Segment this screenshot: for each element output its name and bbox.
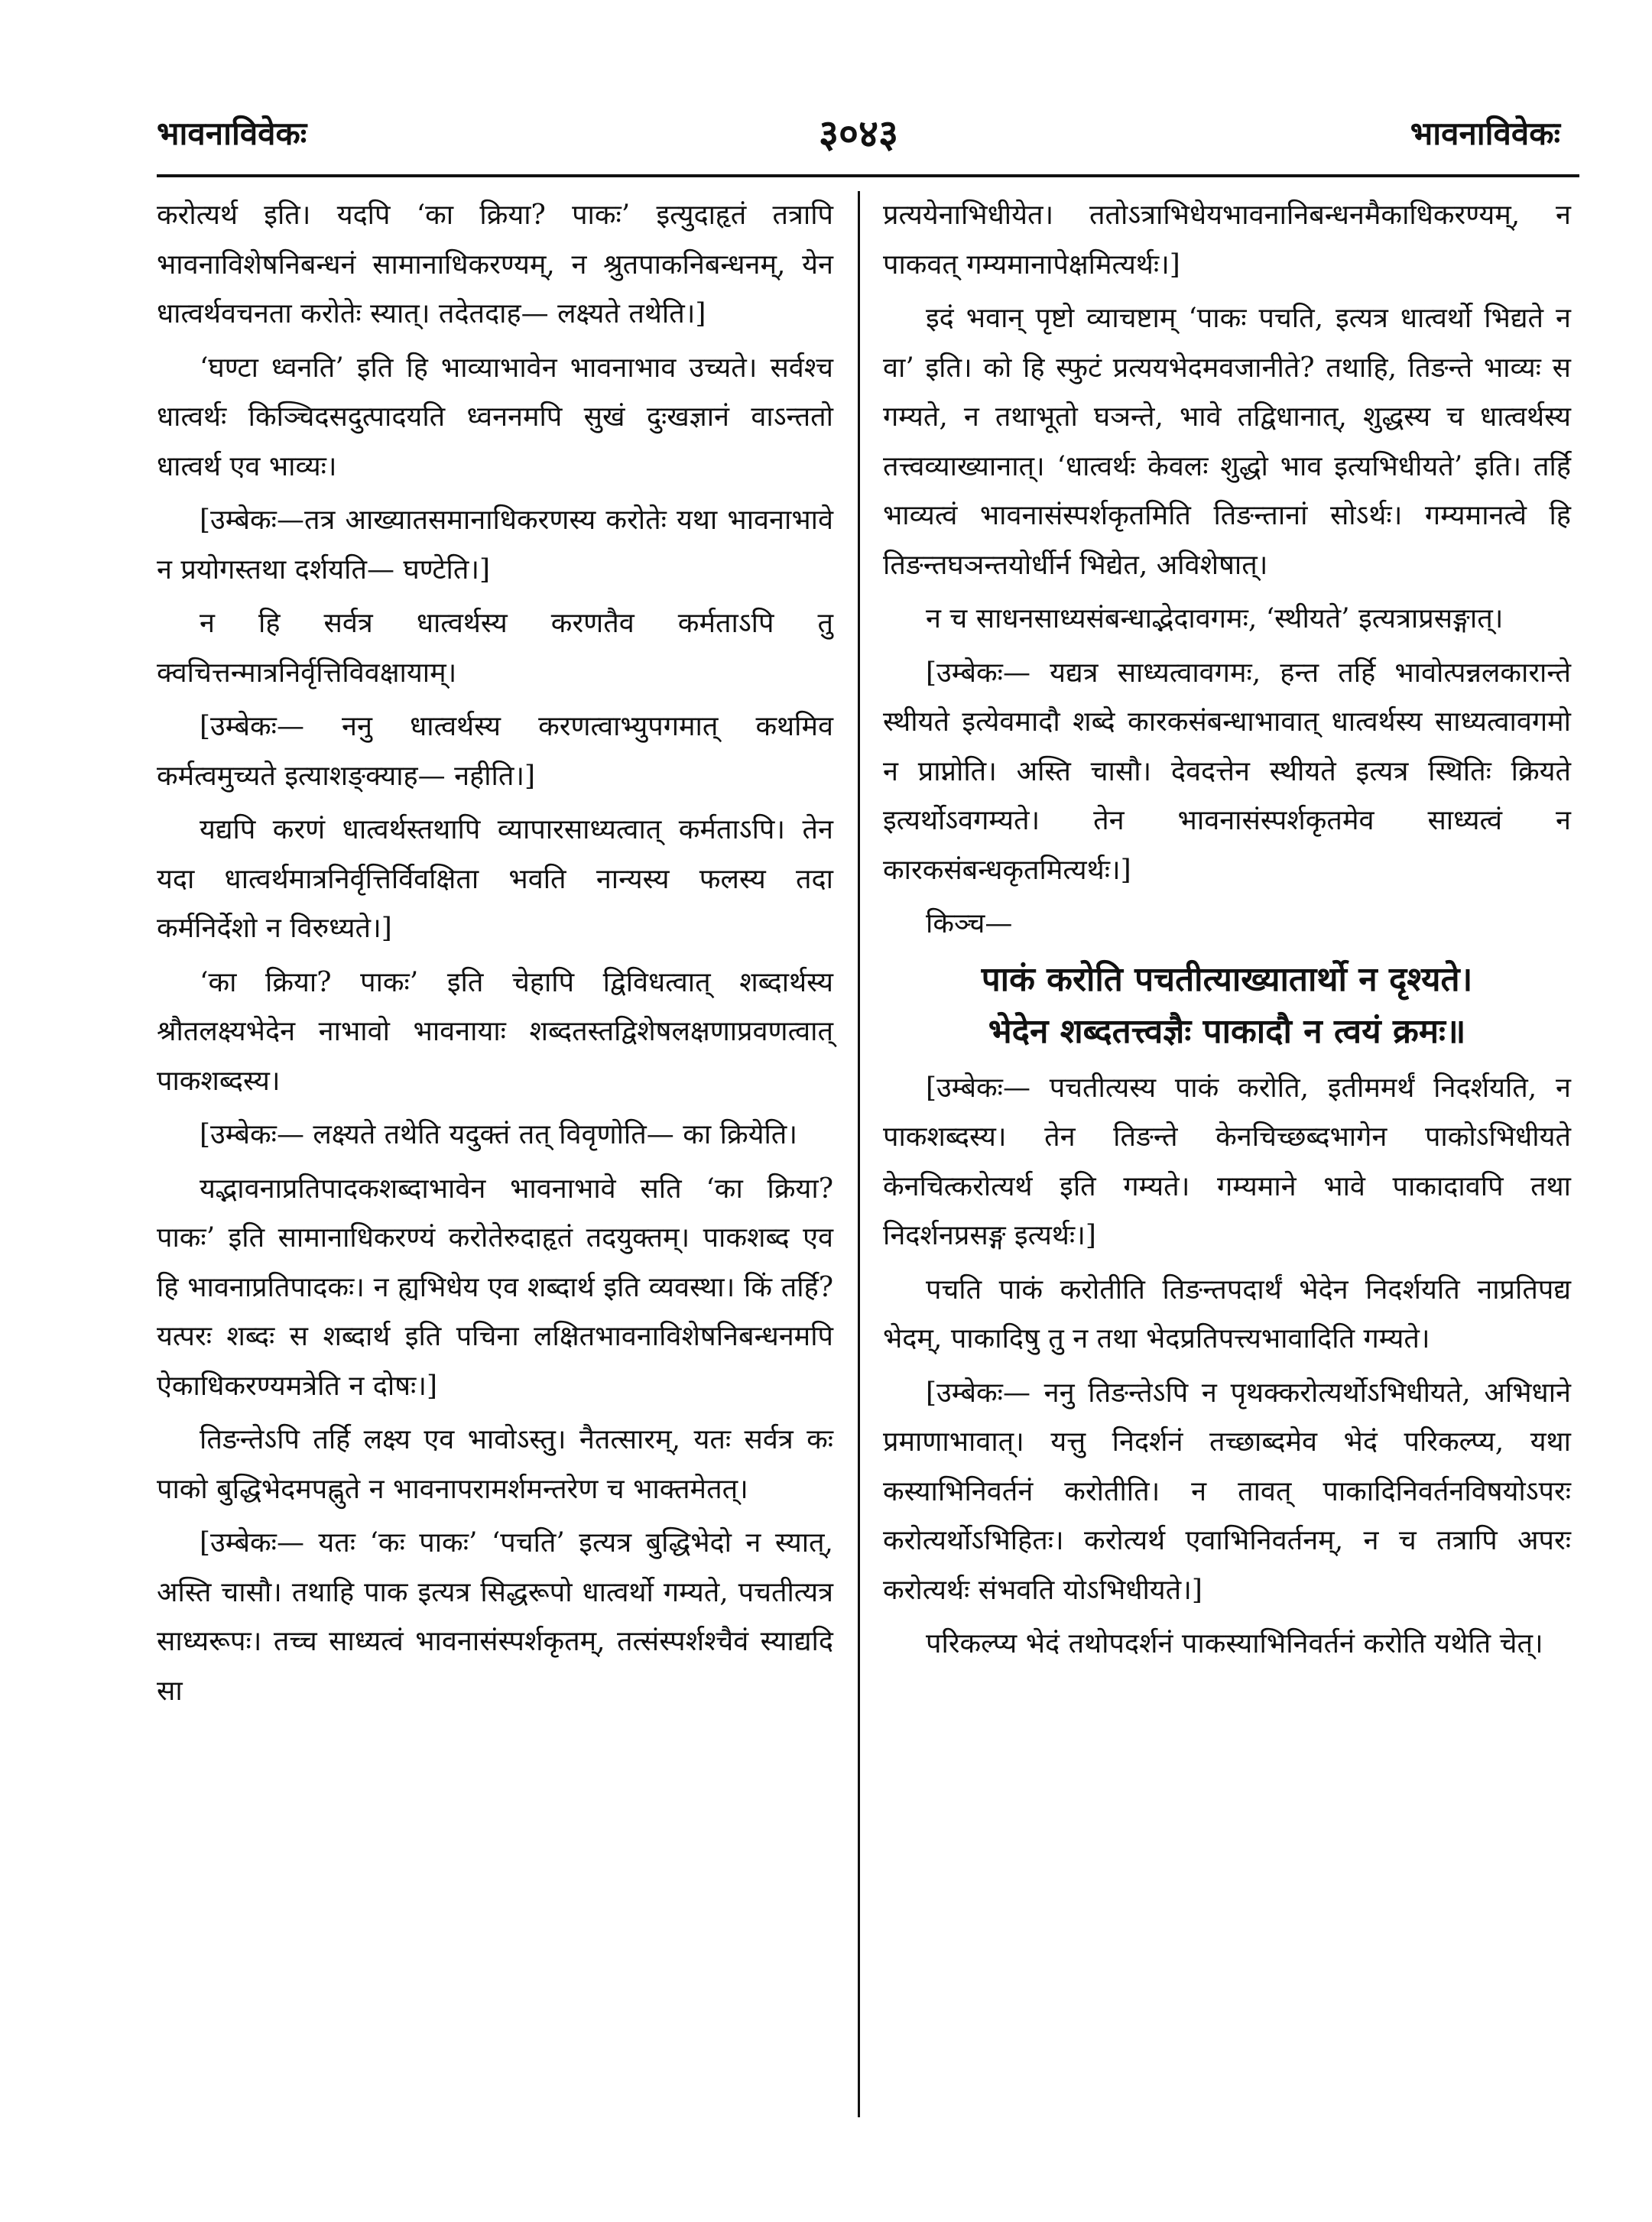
commentary-paragraph: [उम्बेकः— यतः ‘कः पाकः’ ‘पचति’ इत्यत्र बुद्धिभेदो न स्यात्, अस्ति चासौ। तथाहि पाक इत्यत्र सिद्धरूपो धात्वर्थो गम्यते, पचतीत्यत्र साध्यरूपः। तच्च साध्यत्वं भावनासंस्पर्शकृतम्, तत्संस्पर्शश्चैवं स्याद्यदि सा <box>157 1527 833 1707</box>
header-right-title: भावनाविवेकः <box>1410 114 1560 152</box>
paragraph: ‘का क्रिया? पाकः’ इति चेहापि द्विविधत्वात् शब्दार्थस्य श्रौतलक्ष्यभेदेन नाभावो भावनायाः शब्दतस्तद्विशेषलक्षणाप्रवणत्वात् पाकशब्दस्य। <box>157 966 833 1097</box>
paragraph: न च साधनसाध्यसंबन्धाद्भेदावगमः, ‘स्थीयते’ इत्यत्राप्रसङ्गात्। <box>926 603 1504 634</box>
verse-line-1: पाकं करोति पचतीत्याख्यातार्थो न दृश्यते। <box>981 959 1473 999</box>
header-left-title: भावनाविवेकः <box>157 114 307 152</box>
left-column <box>157 191 833 2161</box>
paragraph: करोत्यर्थ इति। यदपि ‘का क्रिया? पाकः’ इत्युदाहृतं तत्रापि भावनाविशेषनिबन्धनं सामानाधिकरण्यम्, न श्रुतपाकनिबन्धनम्, येन धात्वर्थवचनता करोतेः स्यात्। तदेतदाह— लक्ष्यते तथेति।] <box>157 199 833 329</box>
paragraph: इदं भवान् पृष्टो व्याचष्टाम् ‘पाकः पचति, इत्यत्र धात्वर्थो भिद्यते न वा’ इति। को हि स्फुटं प्रत्ययभेदमवजानीते? तथाहि, तिङन्ते भाव्यः स गम्यते, न तथाभूतो घञन्ते, भावे तद्विधानात्, शुद्धस्य च धात्वर्थस्य तत्त्वव्याख्यानात्। ‘धात्वर्थः केवलः शुद्धो भाव इत्यभिधीयते’ इति। तर्हि भाव्यत्वं भावनासंस्पर्शकृतमिति तिङन्तानां सोऽर्थः। गम्यमानत्वे हि तिङन्तघञन्तयोर्धीर्न भिद्येत, अविशेषात्। <box>883 303 1571 581</box>
header-rule <box>157 174 1579 177</box>
commentary-paragraph: [उम्बेकः— ननु धात्वर्थस्य करणत्वाभ्युपगमात् कथमिव कर्मत्वमुच्यते इत्याशङ्क्याह— नहीति।] <box>157 711 833 792</box>
paragraph: यद्भावनाप्रतिपादकशब्दाभावेन भावनाभावे सति ‘का क्रिया? पाकः’ इति सामानाधिकरण्यं करोतेरुदाहृतं तदयुक्तम्। पाकशब्द एव हि भावनाप्रतिपादकः। न ह्यभिधेय एव शब्दार्थ इति व्यवस्था। किं तर्हि? यत्परः शब्दः स शब्दार्थ इति पचिना लक्षितभावनाविशेषनिबन्धनमपि ऐकाधिकरण्यमत्रेति न दोषः।] <box>157 1173 833 1402</box>
paragraph: यद्यपि करणं धात्वर्थस्तथापि व्यापारसाध्यत्वात् कर्मताऽपि। तेन यदा धात्वर्थमात्रनिर्वृत्तिर्विवक्षिता भवति नान्यस्य फलस्य तदा कर्मनिर्देशो न विरुध्यते।] <box>157 814 833 944</box>
column-divider <box>858 191 860 2117</box>
paragraph: तिङन्तेऽपि तर्हि लक्ष्य एव भावोऽस्तु। नैतत्सारम्, यतः सर्वत्र कः पाको बुद्धिभेदमपह्नुते न भावनापरामर्शमन्तरेण च भाक्तमेतत्। <box>157 1424 833 1505</box>
verse-line-2: भेदेन शब्दतत्त्वज्ञैः पाकादौ न त्वयं क्रमः॥ <box>988 1011 1466 1051</box>
paragraph: न हि सर्वत्र धात्वर्थस्य करणतैव कर्मताऽपि तु क्वचित्तन्मात्रनिर्वृत्तिविवक्षायाम्। <box>157 608 833 689</box>
paragraph: पचति पाकं करोतीति तिङन्तपदार्थं भेदेन निदर्शयति नाप्रतिपद्य भेदम्, पाकादिषु तु न तथा भेदप्रतिपत्त्यभावादिति गम्यते। <box>883 1273 1571 1354</box>
running-header <box>157 90 1560 174</box>
paragraph: परिकल्प्य भेदं तथोपदर्शनं पाकस्याभिनिवर्तनं करोति यथेति चेत्। <box>926 1628 1543 1659</box>
verse-block <box>883 954 1571 1058</box>
commentary-paragraph: [उम्बेकः—तत्र आख्यातसमानाधिकरणस्य करोतेः यथा भावनाभावे न प्रयोगस्तथा दर्शयति— घण्टेति।] <box>157 504 833 586</box>
page-number: ३०४३ <box>819 111 898 156</box>
commentary-paragraph: [उम्बेकः— ननु तिङन्तेऽपि न पृथक्करोत्यर्थोऽभिधीयते, अभिधाने प्रमाणाभावात्। यत्तु निदर्शनं तच्छाब्दमेव भेदं परिकल्प्य, यथा कस्याभिनिवर्तनं करोतीति। न तावत् पाकादिनिवर्तनविषयोऽपरः करोत्यर्थोऽभिहितः। करोत्यर्थ एवाभिनिवर्तनम्, न च तत्रापि अपरः करोत्यर्थः संभवति योऽभिधीयते।] <box>883 1377 1571 1606</box>
commentary-paragraph: [उम्बेकः— पचतीत्यस्य पाकं करोति, इतीममर्थं निदर्शयति, न पाकशब्दस्य। तेन तिङन्ते केनचिच्छब्दभागेन पाकोऽभिधीयते केनचित्करोत्यर्थ इति गम्यते। गम्यमाने भावे पाकादावपि तथा निदर्शनप्रसङ्ग इत्यर्थः।] <box>883 1072 1571 1251</box>
paragraph: प्रत्ययेनाभिधीयेत। ततोऽत्राभिधेयभावनानिबन्धनमैकाधिकरण्यम्, न पाकवत् गम्यमानापेक्षमित्यर्थः।] <box>883 199 1571 281</box>
kinca-label: किञ्च— <box>926 908 1013 939</box>
commentary-paragraph: [उम्बेकः— लक्ष्यते तथेति यदुक्तं तत् विवृणोति— का क्रियेति। <box>200 1119 797 1150</box>
paragraph: ‘घण्टा ध्वनति’ इति हि भाव्याभावेन भावनाभाव उच्यते। सर्वश्च धात्वर्थः किञ्चिदसदुत्पादयति ध्वननमपि सुखं दुःखज्ञानं वाऽन्ततो धात्वर्थ एव भाव्यः। <box>157 352 833 482</box>
commentary-paragraph: [उम्बेकः— यद्यत्र साध्यत्वावगमः, हन्त तर्हि भावोत्पन्नलकारान्ते स्थीयते इत्येवमादौ शब्दे कारकसंबन्धाभावात् धात्वर्थस्य साध्यत्वावगमो न प्राप्नोति। अस्ति चासौ। देवदत्तेन स्थीयते इत्यत्र स्थितिः क्रियते इत्यर्थोऽवगम्यते। तेन भावनासंस्पर्शकृतमेव साध्यत्वं न कारकसंबन्धकृतमित्यर्थः।] <box>883 657 1571 886</box>
right-column <box>883 191 1571 2161</box>
